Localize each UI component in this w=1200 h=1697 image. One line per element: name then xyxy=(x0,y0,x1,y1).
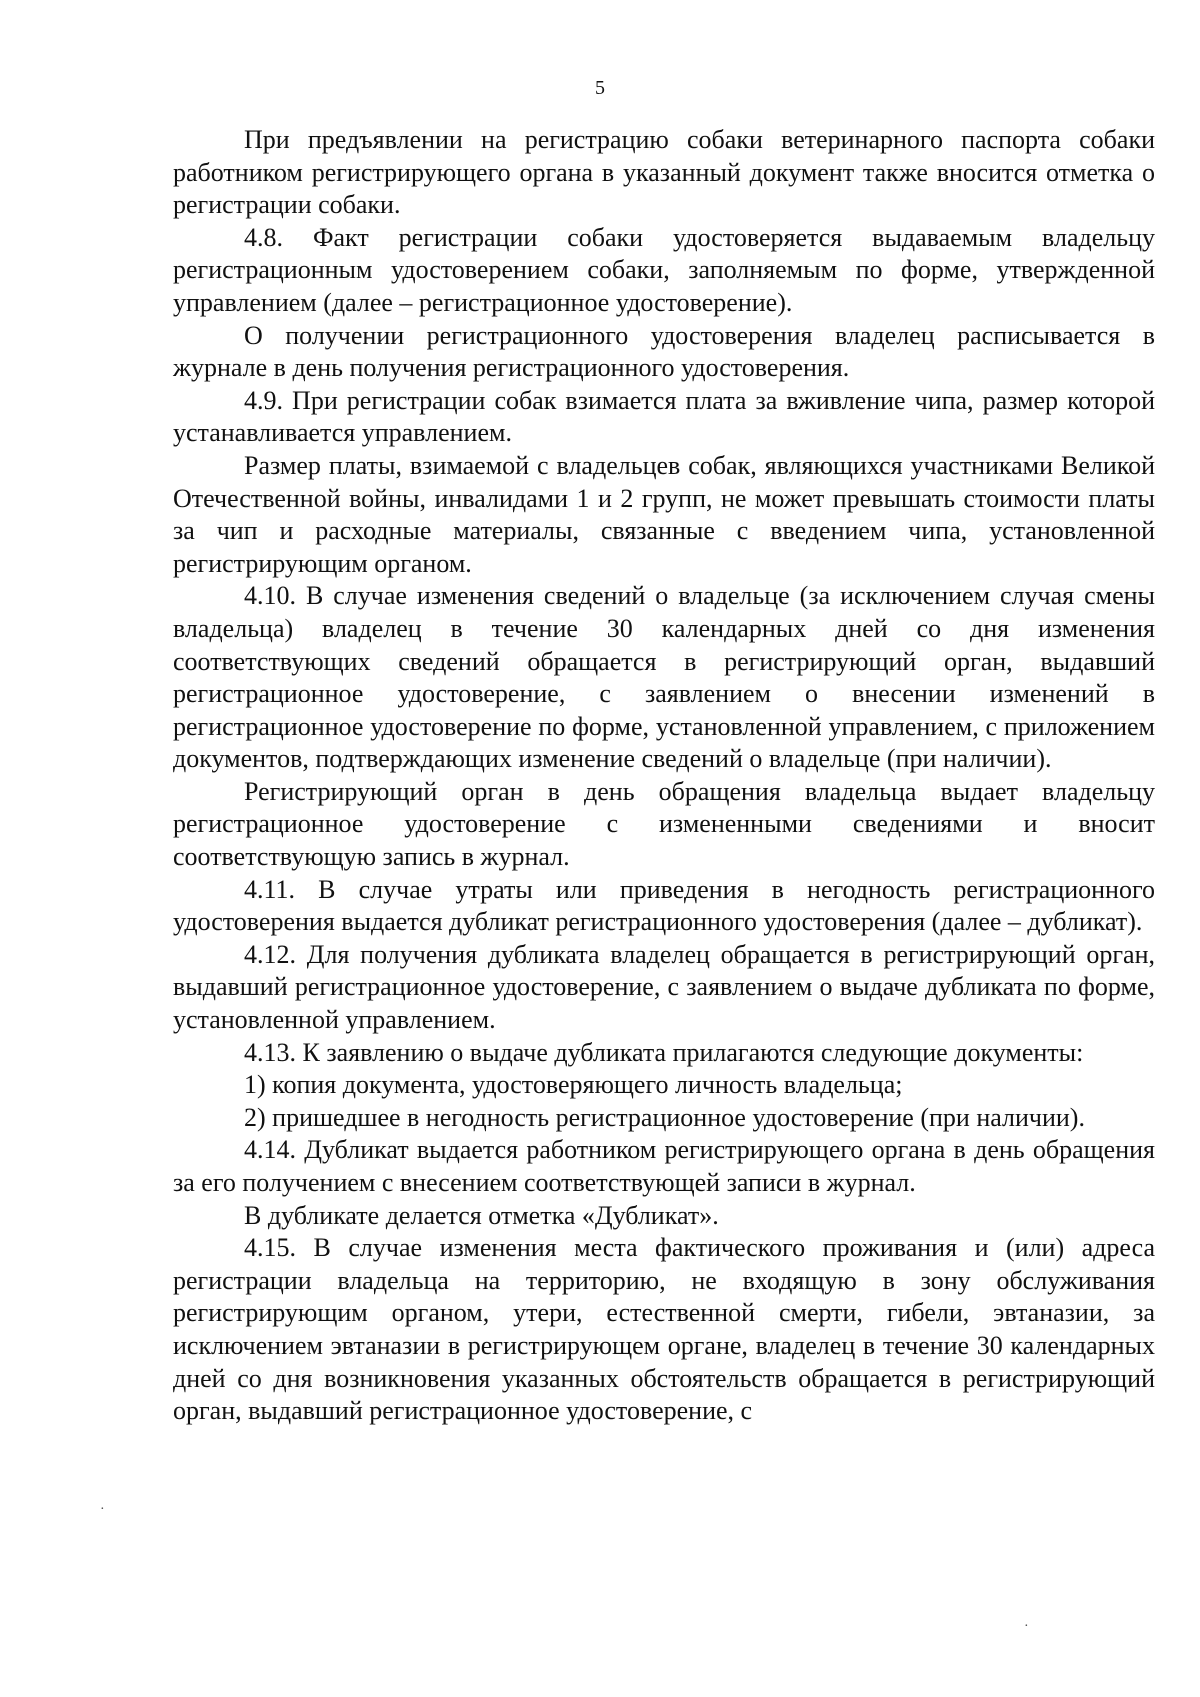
paragraph-fee-veterans: Размер платы, взимаемой с владельцев собак, являющихся участниками Великой Отечественной войны, инвалидами 1 и 2 групп, не может превышать стоимости платы за чип и расходные материалы, связанные с введением чипа, установленной регистрирующим органом. xyxy=(173,450,1155,578)
paragraph-4-14: 4.14. Дубликат выдается работником регистрирующего органа в день обращения за его получением с внесением соответствующей записи в журнал. xyxy=(173,1135,1155,1197)
paragraph-updated-certificate: Регистрирующий орган в день обращения владельца выдает владельцу регистрационное удостоверение с измененными сведениями и вносит соответствующую запись в журнал. xyxy=(173,776,1155,872)
paragraph-4-12: 4.12. Для получения дубликата владелец обращается в регистрирующий орган, выдавший регистрационное удостоверение, с заявлением о выдаче дубликата по форме, установленной управлением. xyxy=(173,939,1155,1035)
paragraph-4-10: 4.10. В случае изменения сведений о владельце (за исключением случая смены владельца) владелец в течение 30 календарных дней со дня изменения соответствующих сведений обращается в регистрирующий орган, выдавший регистрационное удостоверение, с заявлением о внесении изменений в регистрационное удостоверение по форме, установленной управлением, с приложением документов, подтверждающих изменение сведений о владельце (при наличии). xyxy=(173,581,1155,774)
paragraph-4-15: 4.15. В случае изменения места фактического проживания и (или) адреса регистрации владельца на территорию, не входящую в зону обслуживания регистрирующим органом, утери, естественной смерти, гибели, эвтаназии, за исключением эвтаназии в регистрирующем органе, владелец в течение 30 календарных дней со дня возникновения указанных обстоятельств обращается в регистрирующий орган, выдавший регистрационное удостоверение, с xyxy=(173,1233,1155,1426)
list-item-1: 1) копия документа, удостоверяющего личность владельца; xyxy=(244,1070,903,1100)
scan-speck-left: · xyxy=(100,1502,105,1517)
page-number: 5 xyxy=(595,77,605,99)
paragraph-4-9: 4.9. При регистрации собак взимается плата за вживление чипа, размер которой устанавливается управлением. xyxy=(173,385,1155,448)
paragraph-4-13: 4.13. К заявлению о выдаче дубликата прилагаются следующие документы: xyxy=(244,1037,1084,1067)
paragraph-4-11: 4.11. В случае утраты или приведения в негодность регистрационного удостоверения выдается дубликат регистрационного удостоверения (далее – дубликат). xyxy=(173,874,1155,937)
scan-speck-right: · xyxy=(1024,1619,1029,1634)
paragraph-receipt-signature: О получении регистрационного удостоверения владелец расписывается в журнале в день получения регистрационного удостоверения. xyxy=(173,320,1155,383)
paragraph-duplicate-mark: В дубликате делается отметка «Дубликат». xyxy=(244,1200,719,1230)
list-item-2: 2) пришедшее в негодность регистрационное удостоверение (при наличии). xyxy=(244,1102,1085,1132)
document-body xyxy=(173,124,1155,1428)
paragraph-4-8: 4.8. Факт регистрации собаки удостоверяется выдаваемым владельцу регистрационным удостоверением собаки, заполняемым по форме, утвержденной управлением (далее – регистрационное удостоверение). xyxy=(173,222,1155,317)
paragraph-vet-passport: При предъявлении на регистрацию собаки ветеринарного паспорта собаки работником регистрирующего органа в указанный документ также вносится отметка о регистрации собаки. xyxy=(173,125,1155,220)
